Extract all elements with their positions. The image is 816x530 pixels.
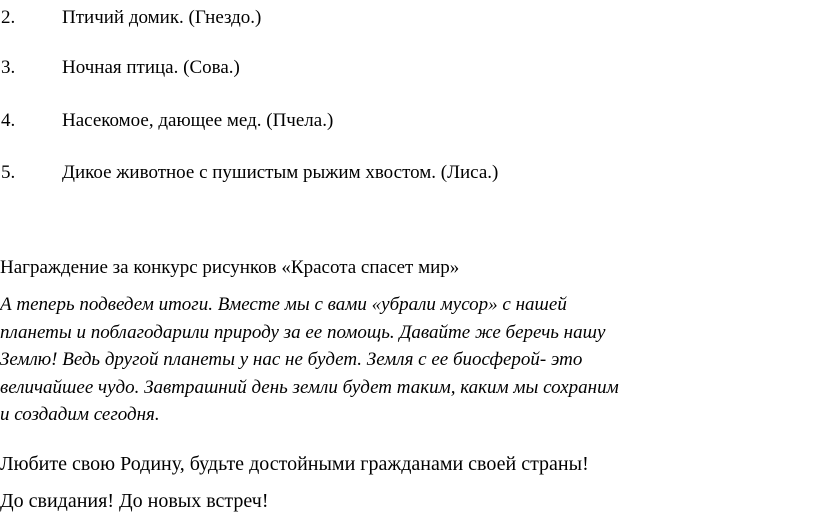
list-item-text: Насекомое, дающее мед. (Пчела.) bbox=[62, 110, 334, 131]
paragraph-line: и создадим сегодня. bbox=[0, 404, 160, 425]
closing-line-motherland: Любите свою Родину, будьте достойными гражданами своей страны! bbox=[0, 453, 589, 475]
list-item-number: 5. bbox=[1, 162, 16, 183]
paragraph-line: величайшее чудо. Завтрашний день земли будет таким, каким мы сохраним bbox=[0, 376, 619, 398]
list-item-text: Птичий домик. (Гнездо.) bbox=[62, 7, 262, 28]
list-item-number: 3. bbox=[1, 57, 16, 78]
closing-line-farewell: До свидания! До новых встреч! bbox=[0, 490, 269, 512]
section-heading: Награждение за конкурс рисунков «Красота спасет мир» bbox=[0, 257, 460, 278]
paragraph-line: планеты и поблагодарили природу за ее помощь. Давайте же беречь нашу bbox=[0, 321, 606, 343]
paragraph-line: Землю! Ведь другой планеты у нас не будет. Земля с ее биосферой- это bbox=[0, 349, 583, 370]
list-item-text: Ночная птица. (Сова.) bbox=[62, 57, 240, 78]
list-item-number: 4. bbox=[1, 110, 16, 131]
list-item-number: 2. bbox=[1, 7, 16, 28]
paragraph-line: А теперь подведем итоги. Вместе мы с вами «убрали мусор» с нашей bbox=[0, 294, 567, 315]
summary-paragraph bbox=[0, 291, 816, 429]
list-item-text: Дикое животное с пушистым рыжим хвостом. (Лиса.) bbox=[62, 162, 499, 183]
